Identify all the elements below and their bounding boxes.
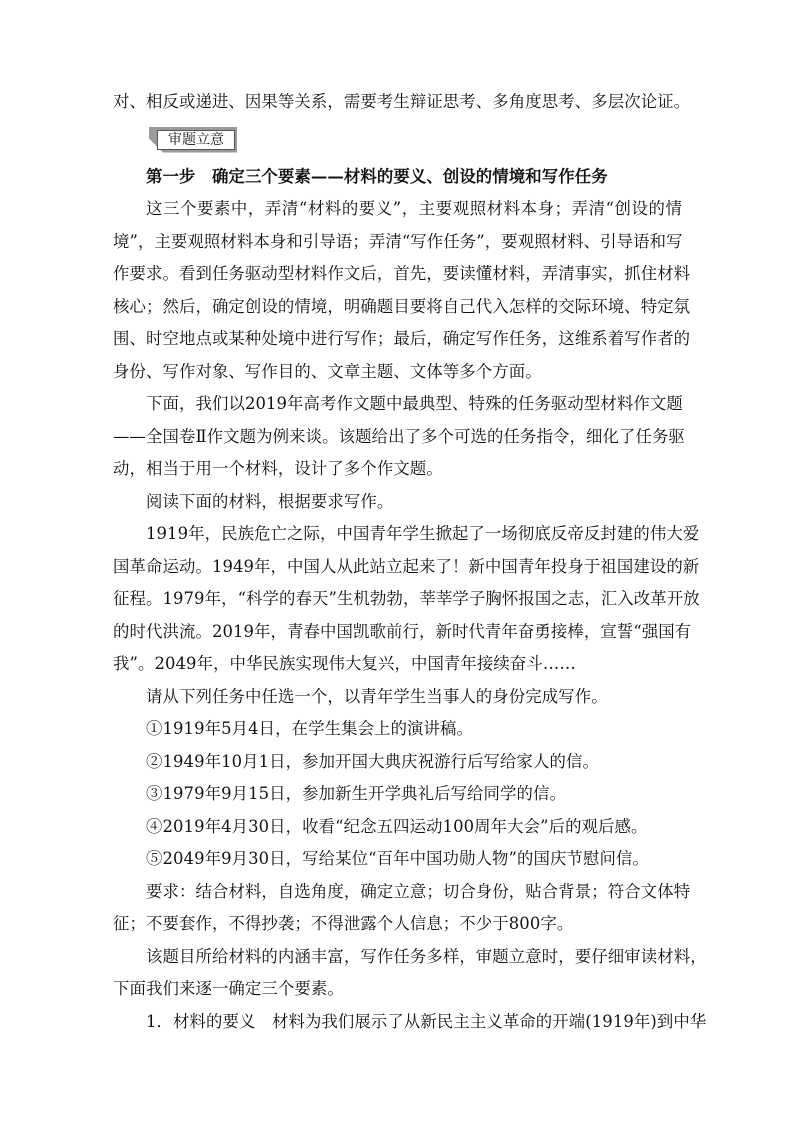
text-line-5: 作要求。看到任务驱动型材料作文后，首先，要读懂材料，弄清事实，抓住材料 [113, 264, 691, 283]
requirement-line-2: 征；不要套作，不得抄袭；不得泄露个人信息；不少于800字。 [113, 914, 574, 933]
text-line-26: 该题目所给材料的内涵丰富，写作任务多样，审题立意时，要仔细审读材料， [146, 946, 707, 966]
text-line-4: 境”，主要观照材料本身和引导语；弄清“写作任务”，要观照材料、引导语和写 [113, 231, 683, 251]
text-line-8: 身份、写作对象、写作目的、文章主题、文体等多个方面。 [113, 361, 542, 381]
text-line-7: 围、时空地点或某种处境中进行写作；最后，确定写作任务，这维系着写作者的 [113, 329, 691, 348]
material-line-2: 国革命运动。1949年，中国人从此站立起来了！新中国青年投身于祖国建设的新 [113, 556, 700, 576]
task-option-3: ③1979年9月15日，参加新生开学典礼后写给同学的信。 [146, 784, 566, 803]
text-line-11: 动，相当于用一个材料，设计了多个作文题。 [113, 459, 443, 478]
text-line-3: 这三个要素中，弄清“材料的要义”，主要观照材料本身；弄清“创设的情 [146, 199, 682, 218]
text-line-1: 对、相反或递进、因果等关系，需要考生辩证思考、多角度思考、多层次论证。 [113, 92, 691, 111]
task-option-2: ②1949年10月1日，参加开国大典庆祝游行后写给家人的信。 [146, 751, 599, 771]
material-line-1: 1919年，民族危亡之际，中国青年学生掀起了一场彻底反帝反封建的伟大爱 [146, 524, 700, 543]
task-option-4: ④2019年4月30日，收看“纪念五四运动100周年大会”后的观后感。 [146, 816, 648, 836]
text-line-28: 1．材料的要义 材料为我们展示了从新民主主义革命的开端(1919年)到中华 [146, 1011, 707, 1031]
material-line-3: 征程。1979年，“科学的春天”生机勃勃，莘莘学子胸怀报国之志，汇入改革开放 [113, 589, 700, 608]
text-line-12: 阅读下面的材料，根据要求写作。 [146, 491, 394, 511]
text-line-6: 核心；然后，确定创设的情境，明确题目要将自己代入怎样的交际环境、特定氛 [113, 296, 691, 316]
step-heading: 第一步 确定三个要素——材料的要义、创设的情境和写作任务 [146, 166, 608, 186]
material-line-5: 我”。2049年，中华民族实现伟大复兴，中国青年接续奋斗…… [113, 654, 576, 673]
section-badge-row [113, 119, 682, 161]
task-option-5: ⑤2049年9月30日，写给某位“百年中国功勋人物”的国庆节慰问信。 [146, 849, 649, 868]
task-instruction: 请从下列任务中任选一个，以青年学生当事人的身份完成写作。 [146, 686, 608, 706]
section-badge: 审题立意 [157, 130, 235, 150]
requirement-line-1: 要求：结合材料，自选角度，确定立意；切合身份，贴合背景；符合文体特 [146, 881, 691, 901]
material-line-4: 的时代洪流。2019年，青春中国凯歌前行，新时代青年奋勇接棒，宣誓“强国有 [113, 621, 692, 641]
task-option-1: ①1919年5月4日，在学生集会上的演讲稿。 [146, 719, 474, 738]
text-line-10: ——全国卷Ⅱ作文题为例来谈。该题给出了多个可选的任务指令，细化了任务驱 [113, 426, 685, 446]
document-page [113, 86, 707, 1038]
text-line-27: 下面我们来逐一确定三个要素。 [113, 979, 344, 998]
text-line-9: 下面，我们以2019年高考作文题中最典型、特殊的任务驱动型材料作文题 [146, 394, 683, 413]
